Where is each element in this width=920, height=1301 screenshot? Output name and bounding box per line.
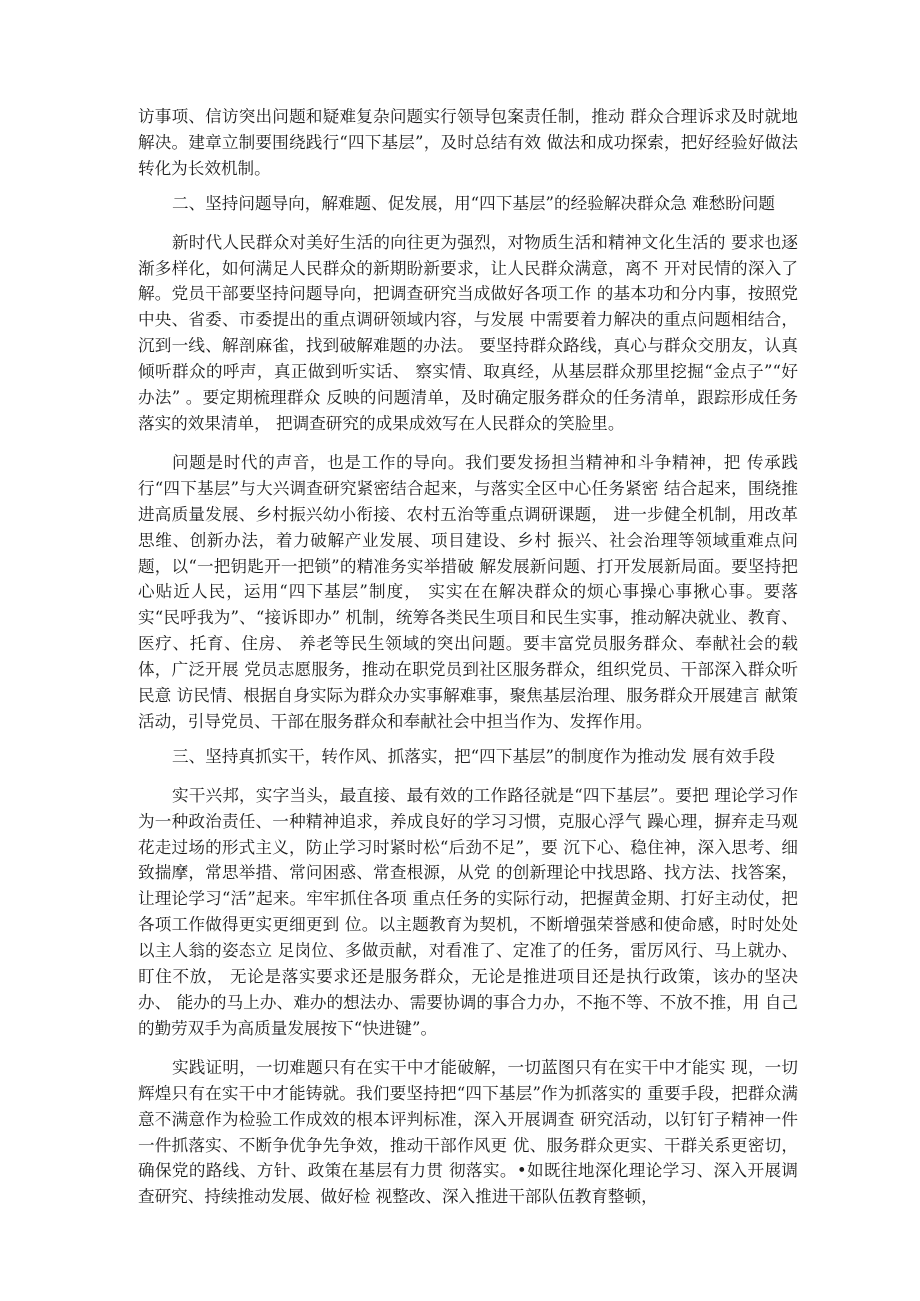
section-heading-2: 二、坚持问题导向，解难题、促发展，用“四下基层”的经验解决群众急 难愁盼问题 bbox=[172, 193, 776, 213]
paragraph-5: 实践证明，一切难题只有在实干中才能破解，一切蓝图只有在实干中才能实 现，一切辉煌只有在实干中才能铸就。我们要坚持把“四下基层”作为抓落实的 重要手段，把群众满意不满意作为检验工作成效的根本评判标准，深入开展调查 研究活动，以钉钉子精神一件一件抓落实、不断争优争先争效，推动干部作风更 优、服务群众更实、干群关系更密切，确保党的路线、方针、政策在基层有力贯 彻落实。•如既往地深化理论学习、深入开展调查研究、持续推动发展、做好检 视整改、深入推进干部队伍教育整顿， bbox=[138, 1057, 798, 1207]
section-heading-3: 三、坚持真抓实干，转作风、抓落实，把“四下基层”的制度作为推动发 展有效手段 bbox=[172, 746, 776, 766]
paragraph-3: 问题是时代的声音，也是工作的导向。我们要发扬担当精神和斗争精神，把 传承践行“四下基层”与大兴调查研究紧密结合起来，与落实全区中心任务紧密 结合起来，围绕推进高质量发展、乡村振兴幼小衔接、农村五治等重点调研课题， 进一步健全机制，用改革思维、创新办法，着力破解产业发展、项目建设、乡村 振兴、社会治理等领域重难点问题，以“一把钥匙开一把锁”的精准务实举措破 解发展新问题、打开发展新局面。要坚持把心贴近人民，运用“四下基层”制度， 实实在在解决群众的烦心事操心事揪心事。要落实“民呼我为”、“接诉即办” 机制，统筹各类民生项目和民生实事，推动解决就业、教育、医疗、托育、住房、 养老等民生领域的突出问题。要丰富党员服务群众、奉献社会的载体，广泛开展 党员志愿服务，推动在职党员到社区服务群众，组织党员、干部深入群众听民意 访民情、根据自身实际为群众办实事解难事，聚焦基层治理、服务群众开展建言 献策活动，引导党员、干部在服务群众和奉献社会中担当作为、发挥作用。 bbox=[138, 452, 798, 731]
document-body bbox=[138, 104, 798, 1210]
paragraph-1: 访事项、信访突出问题和疑难复杂问题实行领导包案责任制，推动 群众合理诉求及时就地解决。建章立制要围绕践行“四下基层”，及时总结有效 做法和成功探索，把好经验好做法转化为长效机制。 bbox=[138, 107, 798, 178]
paragraph-4: 实干兴邦，实字当头，最直接、最有效的工作路径就是“四下基层”。要把 理论学习作为一种政治责任、一种精神追求，养成良好的学习习惯，克服心浮气 躁心理，摒弃走马观花走过场的形式主义，防止学习时紧时松“后劲不足”，要 沉下心、稳住神，深入思考、细致揣摩，常思举措、常问困惑、常查根源，从党 的创新理论中找思路、找方法、找答案，让理论学习“活”起来。牢牢抓住各项 重点任务的实际行动，把握黄金期、打好主动仗，把各项工作做得更实更细更到 位。以主题教育为契机，不断增强荣誉感和使命感，时时处处以主人翁的姿态立 足岗位、多做贡献，对看准了、定准了的任务，雷厉风行、马上就办、盯住不放， 无论是落实要求还是服务群众，无论是推进项目还是执行政策，该办的坚决办、 能办的马上办、难办的想法办、需要协调的事合力办，不拖不等、不放不推，用 自己的勤劳双手为高质量发展按下“快进键”。 bbox=[138, 785, 798, 1038]
paragraph-2: 新时代人民群众对美好生活的向往更为强烈，对物质生活和精神文化生活的 要求也逐渐多样化，如何满足人民群众的新期盼新要求，让人民群众满意，离不 开对民情的深入了解。党员干部要坚持问题导向，把调查研究当成做好各项工作 的基本功和分内事，按照党中央、省委、市委提出的重点调研领域内容，与发展 中需要着力解决的重点问题相结合，沉到一线、解剖麻雀，找到破解难题的办法。 要坚持群众路线，真心与群众交朋友，认真倾听群众的呼声，真正做到听实话、 察实情、取真经，从基层群众那里挖掘“金点子”“好办法” 。要定期梳理群众 反映的问题清单，及时确定服务群众的任务清单，跟踪形成任务落实的效果清单， 把调查研究的成果成效写在人民群众的笑脸里。 bbox=[138, 232, 798, 433]
